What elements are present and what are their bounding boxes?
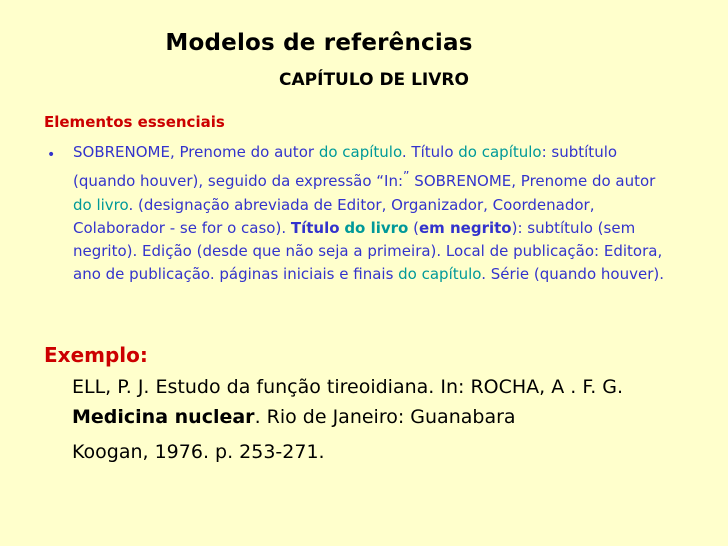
example-label: Exemplo: [44,343,148,367]
rule-text: SOBRENOME, Prenome do autor [409,172,656,191]
rule-text: SOBRENOME, Prenome do autor [73,143,319,161]
rule-highlight: do livro [73,195,129,214]
example-reference [72,373,697,468]
rule-text: . Título [401,143,459,161]
reference-text: . Rio de Janeiro: Guanabara [254,405,516,428]
rule-bold-highlight: do livro [344,218,409,237]
rule-text: ): subtítulo (sem negrito). Edição (desde que não seja a primeira). Local de publicação: Editora, ano de publicação. páginas iniciais e finais [73,218,663,284]
reference-text: Koogan, 1976. p. 253-271. [72,441,325,463]
rule-highlight: do capítulo [398,265,482,284]
rule-bold: Título [290,218,340,237]
rule-text: . Série (quando houver). [481,265,664,284]
rule-text: . (designação abreviada de Editor, Organizador, Coordenador, Colaborador - se for o caso). [73,195,595,237]
slide-subtitle: CAPÍTULO DE LIVRO [279,70,469,90]
bullet-icon: • [47,147,56,163]
rule-paragraph [73,141,673,287]
section-heading: Elementos essenciais [44,113,225,131]
rule-text: : subtítulo (quando houver), seguido da expressão “In: [73,143,618,191]
rule-highlight: do capítulo [318,143,402,161]
reference-book-title: Medicina nuclear [72,405,255,428]
reference-text: ELL, P. J. Estudo da função tireoidiana. In: ROCHA, A . F. G. [72,376,624,398]
rule-quote: ” [403,168,410,184]
slide-title: Modelos de referências [165,30,473,56]
rule-text: ( [408,218,419,237]
rule-bold: em negrito [418,218,512,237]
rule-highlight: do capítulo [458,143,542,161]
